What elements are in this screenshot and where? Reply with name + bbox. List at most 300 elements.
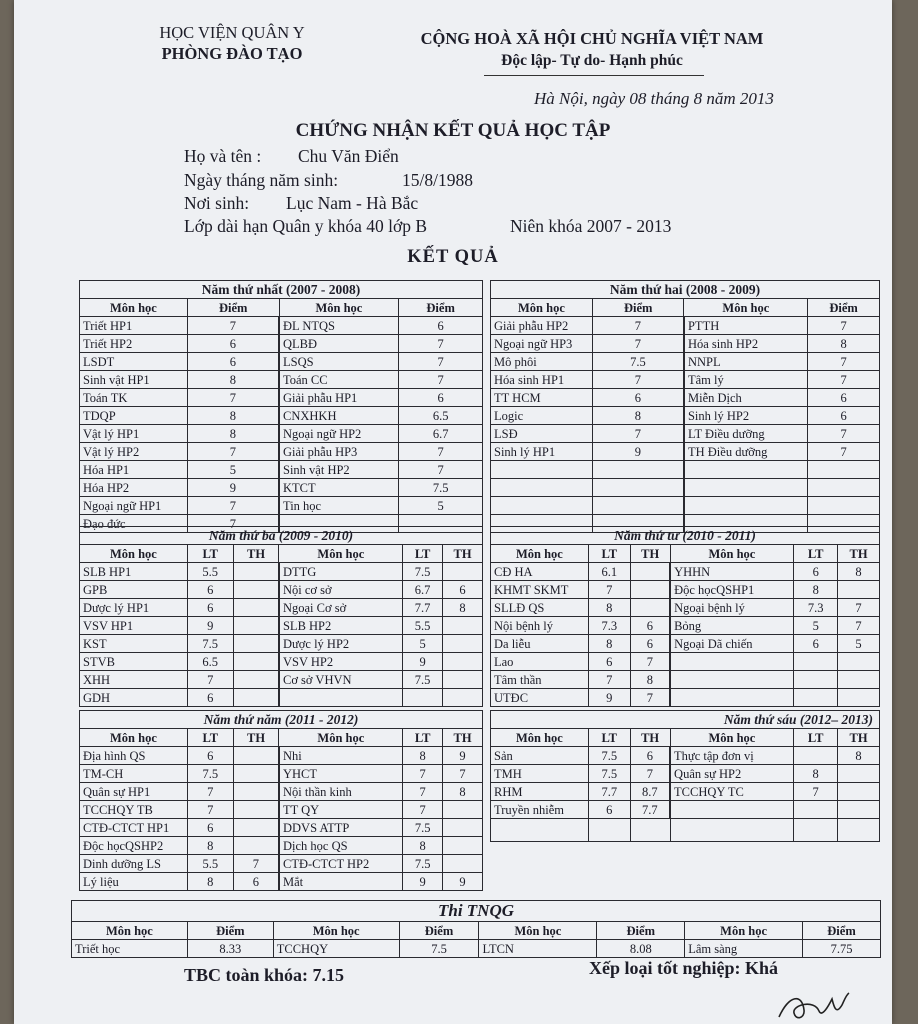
national-header <box>376 28 808 72</box>
th-score-cell <box>233 671 279 689</box>
table-row <box>80 765 483 783</box>
table-row <box>80 389 483 407</box>
subject-cell: LSDT <box>80 353 188 371</box>
lt-score-cell: 7.5 <box>588 765 630 783</box>
table-row <box>80 317 483 335</box>
exam-score: 8.08 <box>597 940 685 958</box>
lt-score-cell: 7.5 <box>403 671 443 689</box>
th-score-cell: 8 <box>443 599 483 617</box>
col-th: TH <box>838 545 880 563</box>
institution-name: HỌC VIỆN QUÂN Y <box>159 23 305 42</box>
subject-cell: Hóa sinh HP2 <box>684 335 808 353</box>
subject-cell: VSV HP1 <box>80 617 188 635</box>
score-cell: 7 <box>187 443 279 461</box>
table-row <box>491 353 880 371</box>
score-cell <box>808 461 880 479</box>
lt-score-cell <box>794 747 838 765</box>
motto: Độc lập- Tự do- Hạnh phúc <box>501 52 683 69</box>
year4-title: Năm thứ tư (2010 - 2011) <box>491 527 880 545</box>
table-row <box>80 371 483 389</box>
score-cell: 7 <box>187 497 279 515</box>
th-score-cell <box>443 563 483 581</box>
table-row <box>491 335 880 353</box>
score-cell: 6 <box>808 389 880 407</box>
lt-score-cell: 8 <box>187 873 233 891</box>
score-cell: 7 <box>399 461 483 479</box>
th-score-cell: 7 <box>443 765 483 783</box>
subject-cell: Độc họcQSHP2 <box>80 837 188 855</box>
table-row <box>491 671 880 689</box>
lt-score-cell: 8 <box>403 747 443 765</box>
subject-cell <box>684 497 808 515</box>
subject-cell: Nhi <box>279 747 403 765</box>
subject-cell: Tin học <box>279 497 399 515</box>
table-row <box>80 407 483 425</box>
subject-cell: DDVS ATTP <box>279 819 403 837</box>
score-cell: 5 <box>187 461 279 479</box>
subject-cell: Bỏng <box>670 617 794 635</box>
overall-average: TBC toàn khóa: 7.15 <box>184 965 345 985</box>
col-th: TH <box>233 729 279 747</box>
lt-score-cell: 7.3 <box>794 599 838 617</box>
year1-rows <box>80 317 483 533</box>
lt-score-cell: 7.3 <box>588 617 630 635</box>
table-row <box>80 783 483 801</box>
subject-cell: Hóa HP2 <box>80 479 188 497</box>
th-score-cell <box>838 783 880 801</box>
table-row <box>491 765 880 783</box>
th-score-cell <box>233 563 279 581</box>
subject-cell: Cơ sở VHVN <box>279 671 403 689</box>
subject-cell: Sinh lý HP2 <box>684 407 808 425</box>
table-row <box>80 443 483 461</box>
subject-cell: Dược lý HP1 <box>80 599 188 617</box>
table-row <box>491 389 880 407</box>
th-score-cell <box>443 819 483 837</box>
subject-cell: Giải phẫu HP1 <box>279 389 399 407</box>
col-subject: Môn học <box>491 729 589 747</box>
subject-cell: CTĐ-CTCT HP1 <box>80 819 188 837</box>
th-score-cell <box>443 855 483 873</box>
year3-table <box>79 526 483 707</box>
lt-score-cell: 6 <box>588 653 630 671</box>
lt-score-cell: 7.5 <box>403 563 443 581</box>
table-row <box>80 873 483 891</box>
subject-cell: SLB HP1 <box>80 563 188 581</box>
table-row <box>80 653 483 671</box>
subject-cell: Tâm lý <box>684 371 808 389</box>
subject-cell: YHCT <box>279 765 403 783</box>
score-cell: 6 <box>187 335 279 353</box>
table-header-row <box>80 545 483 563</box>
col-th: TH <box>233 545 279 563</box>
th-score-cell <box>233 801 279 819</box>
th-score-cell <box>838 671 880 689</box>
score-cell: 6 <box>187 353 279 371</box>
th-score-cell <box>233 617 279 635</box>
certificate-paper <box>14 0 892 1024</box>
table-row <box>80 801 483 819</box>
table-row <box>491 407 880 425</box>
table-row <box>80 855 483 873</box>
subject-cell: Đạo đức <box>80 515 188 533</box>
th-score-cell <box>443 635 483 653</box>
th-score-cell <box>233 747 279 765</box>
col-lt: LT <box>187 545 233 563</box>
col-subject: Môn học <box>684 299 808 317</box>
col-lt: LT <box>588 729 630 747</box>
subject-cell: Ngoại Cơ sở <box>279 599 403 617</box>
subject-cell <box>279 689 403 707</box>
exam-score: 7.5 <box>399 940 479 958</box>
table-row <box>80 497 483 515</box>
lt-score-cell: 6 <box>187 689 233 707</box>
score-cell: 7 <box>808 317 880 335</box>
subject-cell: Dược lý HP2 <box>279 635 403 653</box>
table-header-row <box>80 729 483 747</box>
table-row <box>80 635 483 653</box>
table-row <box>491 599 880 617</box>
lt-score-cell: 7 <box>187 783 233 801</box>
subject-cell: TT HCM <box>491 389 593 407</box>
subject-cell: Miễn Dịch <box>684 389 808 407</box>
table-row <box>80 819 483 837</box>
subject-cell: Triết HP1 <box>80 317 188 335</box>
subject-cell: Sản <box>491 747 589 765</box>
year5-title: Năm thứ năm (2011 - 2012) <box>80 711 483 729</box>
th-score-cell <box>838 765 880 783</box>
subject-cell: Hóa sinh HP1 <box>491 371 593 389</box>
lt-score-cell: 9 <box>187 617 233 635</box>
col-score: Điểm <box>187 922 273 940</box>
subject-cell: UTĐC <box>491 689 589 707</box>
lt-score-cell: 6 <box>794 563 838 581</box>
score-cell: 8 <box>187 371 279 389</box>
col-subject: Môn học <box>273 922 399 940</box>
lt-score-cell: 6 <box>187 581 233 599</box>
th-score-cell <box>838 653 880 671</box>
table-header-row <box>491 545 880 563</box>
year2-table <box>490 280 880 533</box>
subject-cell: GPB <box>80 581 188 599</box>
lt-score-cell: 7.5 <box>403 819 443 837</box>
lt-score-cell: 7 <box>403 765 443 783</box>
lt-score-cell <box>794 653 838 671</box>
lt-score-cell <box>794 801 838 819</box>
th-score-cell <box>630 563 670 581</box>
th-score-cell <box>443 653 483 671</box>
score-cell: 8 <box>592 407 684 425</box>
subject-cell: Toán TK <box>80 389 188 407</box>
lt-score-cell: 7.5 <box>588 747 630 765</box>
lt-score-cell: 7.5 <box>187 635 233 653</box>
student-class-line <box>184 216 671 237</box>
subject-cell: Độc họcQSHP1 <box>670 581 794 599</box>
subject-cell: LT Điều dưỡng <box>684 425 808 443</box>
lt-score-cell: 7.7 <box>403 599 443 617</box>
th-score-cell: 7 <box>838 617 880 635</box>
exam-subject: LTCN <box>479 940 597 958</box>
table-row <box>491 653 880 671</box>
subject-cell: Mắt <box>279 873 403 891</box>
lt-score-cell: 5.5 <box>187 563 233 581</box>
year4-table <box>490 526 880 707</box>
subject-cell <box>670 689 794 707</box>
col-score: Điểm <box>808 299 880 317</box>
signature-scribble <box>774 985 864 1024</box>
table-row <box>491 563 880 581</box>
score-cell: 8 <box>187 407 279 425</box>
subject-cell: Ngoại Dã chiến <box>670 635 794 653</box>
lt-score-cell: 9 <box>588 689 630 707</box>
subject-cell: Tâm thần <box>491 671 589 689</box>
lt-score-cell: 7.5 <box>187 765 233 783</box>
year4-rows <box>491 563 880 707</box>
subject-cell: Sinh vật HP1 <box>80 371 188 389</box>
score-cell: 6 <box>399 317 483 335</box>
score-cell: 6 <box>592 389 684 407</box>
subject-cell <box>670 671 794 689</box>
subject-cell <box>684 479 808 497</box>
col-subject: Môn học <box>80 729 188 747</box>
score-cell <box>808 479 880 497</box>
exam-subject: Triết học <box>72 940 188 958</box>
th-score-cell: 5 <box>838 635 880 653</box>
score-cell: 6 <box>808 407 880 425</box>
th-score-cell <box>233 783 279 801</box>
th-score-cell: 8 <box>838 563 880 581</box>
exam-score: 8.33 <box>187 940 273 958</box>
table-row <box>80 617 483 635</box>
year5-rows <box>80 747 483 891</box>
subject-cell: Truyền nhiễm <box>491 801 589 819</box>
score-cell: 7 <box>399 443 483 461</box>
col-subject: Môn học <box>279 545 403 563</box>
th-score-cell <box>233 837 279 855</box>
score-cell: 7 <box>808 443 880 461</box>
subject-cell: Sinh lý HP1 <box>491 443 593 461</box>
th-score-cell <box>630 599 670 617</box>
score-cell: 7 <box>808 353 880 371</box>
subject-cell: Nội bệnh lý <box>491 617 589 635</box>
student-dob-line <box>184 170 473 191</box>
th-score-cell: 8 <box>443 783 483 801</box>
lt-score-cell: 7 <box>403 801 443 819</box>
col-subject: Môn học <box>670 545 794 563</box>
lt-score-cell: 6 <box>187 819 233 837</box>
graduation-rank: Xếp loại tốt nghiệp: Khá <box>589 958 779 978</box>
year5-table <box>79 710 483 891</box>
score-cell: 6 <box>399 389 483 407</box>
lt-score-cell: 8 <box>588 635 630 653</box>
subject-cell: TT QY <box>279 801 403 819</box>
lt-score-cell: 6.1 <box>588 563 630 581</box>
subject-cell: Lý liệu <box>80 873 188 891</box>
place-date: Hà Nội, ngày 08 tháng 8 năm 2013 <box>534 89 774 108</box>
table-row <box>80 353 483 371</box>
exam-score-row <box>72 940 881 958</box>
table-row <box>80 747 483 765</box>
table-row <box>80 599 483 617</box>
score-cell: 7 <box>399 353 483 371</box>
subject-cell: Giải phẫu HP2 <box>491 317 593 335</box>
col-subject: Môn học <box>279 729 403 747</box>
score-cell: 6.7 <box>399 425 483 443</box>
table-row <box>80 581 483 599</box>
year6-title: Năm thứ sáu (2012– 2013) <box>491 711 880 729</box>
exam-subject: Lâm sàng <box>685 940 803 958</box>
th-score-cell <box>838 689 880 707</box>
col-lt: LT <box>403 545 443 563</box>
table-header-row <box>491 729 880 747</box>
lt-score-cell: 8 <box>794 765 838 783</box>
subject-cell: Vật lý HP1 <box>80 425 188 443</box>
subject-cell: Địa hình QS <box>80 747 188 765</box>
col-lt: LT <box>794 729 838 747</box>
department-name: PHÒNG ĐÀO TẠO <box>161 44 303 63</box>
lt-score-cell: 6 <box>187 599 233 617</box>
lt-score-cell: 5 <box>403 635 443 653</box>
col-subject: Môn học <box>685 922 803 940</box>
subject-cell: Toán CC <box>279 371 399 389</box>
lt-score-cell: 8 <box>588 599 630 617</box>
lt-score-cell: 7 <box>588 671 630 689</box>
subject-cell: Da liễu <box>491 635 589 653</box>
table-row <box>491 689 880 707</box>
subject-cell <box>670 801 794 819</box>
subject-cell: Mô phôi <box>491 353 593 371</box>
year3-rows <box>80 563 483 707</box>
subject-cell: CĐ HA <box>491 563 589 581</box>
th-score-cell <box>630 581 670 599</box>
year6-table <box>490 710 880 842</box>
student-birthplace-line <box>184 193 418 214</box>
col-subject: Môn học <box>72 922 188 940</box>
student-birthplace: Lục Nam - Hà Bắc <box>286 193 419 213</box>
exam-header-row <box>72 922 881 940</box>
th-score-cell <box>443 689 483 707</box>
col-score: Điểm <box>187 299 279 317</box>
subject-cell: NNPL <box>684 353 808 371</box>
subject-cell: LSĐ <box>491 425 593 443</box>
col-subject: Môn học <box>491 299 593 317</box>
th-score-cell <box>443 617 483 635</box>
subject-cell: STVB <box>80 653 188 671</box>
lt-score-cell: 6 <box>794 635 838 653</box>
subject-cell: Sinh vật HP2 <box>279 461 399 479</box>
th-score-cell <box>443 837 483 855</box>
score-cell <box>592 461 684 479</box>
score-cell: 7 <box>187 317 279 335</box>
th-score-cell: 6 <box>630 617 670 635</box>
col-score: Điểm <box>592 299 684 317</box>
name-label: Họ và tên : <box>184 146 262 166</box>
th-score-cell: 6 <box>443 581 483 599</box>
year3-title: Năm thứ ba (2009 - 2010) <box>80 527 483 545</box>
table-row <box>80 479 483 497</box>
score-cell: 8 <box>808 335 880 353</box>
subject-cell: LSQS <box>279 353 399 371</box>
th-score-cell: 7 <box>838 599 880 617</box>
th-score-cell: 9 <box>443 747 483 765</box>
table-row <box>491 783 880 801</box>
subject-cell: KST <box>80 635 188 653</box>
birthplace-label: Nơi sinh: <box>184 193 250 213</box>
subject-cell: Nội cơ sở <box>279 581 403 599</box>
th-score-cell <box>443 671 483 689</box>
col-subject: Môn học <box>279 299 399 317</box>
score-cell: 7 <box>399 335 483 353</box>
subject-cell: YHHN <box>670 563 794 581</box>
score-cell: 7 <box>808 425 880 443</box>
student-name: Chu Văn Điển <box>298 146 399 166</box>
subject-cell: Hóa HP1 <box>80 461 188 479</box>
subject-cell: KHMT SKMT <box>491 581 589 599</box>
subject-cell: RHM <box>491 783 589 801</box>
lt-score-cell: 7 <box>187 671 233 689</box>
score-cell: 7 <box>808 371 880 389</box>
subject-cell: VSV HP2 <box>279 653 403 671</box>
table-row <box>491 581 880 599</box>
lt-score-cell: 5.5 <box>403 617 443 635</box>
subject-cell <box>670 653 794 671</box>
subject-cell: Ngoại ngữ HP3 <box>491 335 593 353</box>
lt-score-cell: 8 <box>187 837 233 855</box>
lt-score-cell: 9 <box>403 873 443 891</box>
table-row <box>491 425 880 443</box>
col-lt: LT <box>794 545 838 563</box>
col-th: TH <box>838 729 880 747</box>
th-score-cell <box>233 599 279 617</box>
score-cell: 7 <box>399 371 483 389</box>
score-cell: 7 <box>187 515 279 533</box>
lt-score-cell: 6.7 <box>403 581 443 599</box>
th-score-cell <box>233 653 279 671</box>
score-cell <box>592 479 684 497</box>
subject-cell: TCCHQY TB <box>80 801 188 819</box>
th-score-cell <box>233 635 279 653</box>
col-subject: Môn học <box>670 729 794 747</box>
subject-cell: Nội thần kinh <box>279 783 403 801</box>
col-th: TH <box>630 729 670 747</box>
subject-cell: Quân sự HP2 <box>670 765 794 783</box>
table-row <box>491 443 880 461</box>
subject-cell: TH Điều dưỡng <box>684 443 808 461</box>
table-row <box>491 317 880 335</box>
score-cell: 7 <box>592 317 684 335</box>
th-score-cell <box>233 689 279 707</box>
subject-cell: Ngoại ngữ HP2 <box>279 425 399 443</box>
score-cell: 5 <box>399 497 483 515</box>
th-score-cell: 6 <box>233 873 279 891</box>
subject-cell: XHH <box>80 671 188 689</box>
country-name: CỘNG HOÀ XÃ HỘI CHỦ NGHĨA VIỆT NAM <box>420 29 764 48</box>
subject-cell <box>491 461 593 479</box>
table-header-row <box>491 299 880 317</box>
table-row <box>491 479 880 497</box>
table-row <box>80 461 483 479</box>
score-cell: 7.5 <box>592 353 684 371</box>
table-row <box>80 335 483 353</box>
table-row <box>80 671 483 689</box>
score-cell: 6.5 <box>399 407 483 425</box>
col-th: TH <box>443 729 483 747</box>
table-row <box>491 635 880 653</box>
table-row <box>80 837 483 855</box>
col-subject: Môn học <box>80 299 188 317</box>
th-score-cell: 9 <box>443 873 483 891</box>
th-score-cell <box>838 801 880 819</box>
